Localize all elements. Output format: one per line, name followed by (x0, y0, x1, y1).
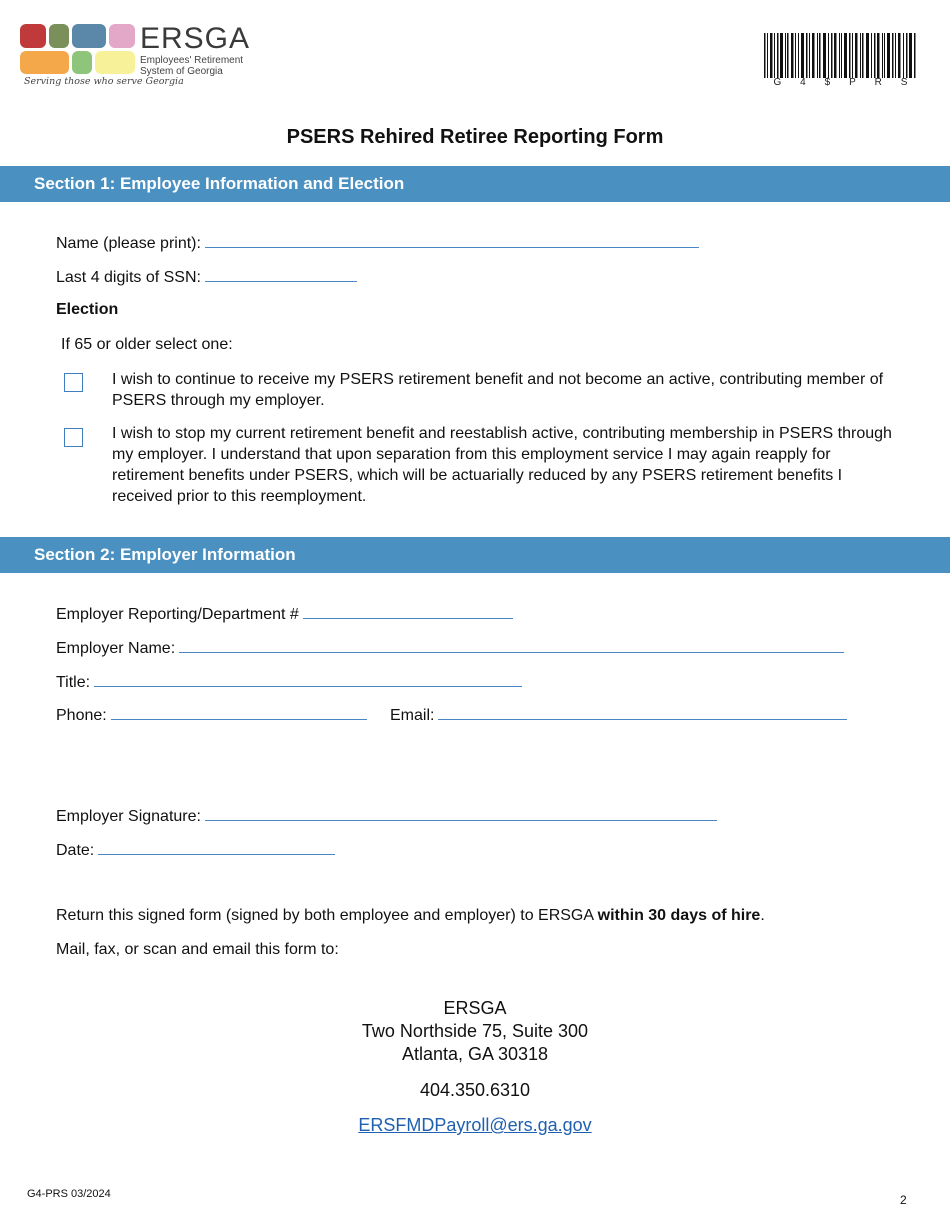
mail-instructions: Mail, fax, or scan and email this form to: (56, 941, 339, 958)
name-label: Name (please print): (56, 235, 201, 252)
signature-input-line[interactable] (205, 807, 717, 821)
employer-name-input-line[interactable] (179, 639, 844, 653)
barcode-char: R (874, 77, 882, 88)
email-link-wrapper (0, 1114, 950, 1137)
return-text: Return this signed form (signed by both employee and employer) to ERSGA (56, 907, 594, 924)
name-field (56, 234, 699, 253)
email-label: Email: (390, 707, 435, 724)
email-link[interactable]: ERSFMDPayroll@ers.ga.gov (358, 1115, 592, 1135)
ersga-logo (20, 22, 250, 92)
title-field (56, 673, 522, 692)
logo-subtitle: Employees' Retirement System of Georgia (140, 55, 244, 77)
logo-tagline: Serving those who serve Georgia (24, 76, 184, 87)
phone-label: Phone: (56, 707, 107, 724)
logo-square (95, 51, 135, 74)
option-1-text: I wish to continue to receive my PSERS retirement benefit and not become an active, contributing member of PSERS through my employer. (112, 371, 884, 409)
employer-name-field (56, 639, 844, 658)
section-1-heading: Section 1: Employee Information and Election (0, 166, 950, 202)
dept-label: Employer Reporting/Department # (56, 606, 299, 623)
name-input-line[interactable] (205, 234, 699, 248)
section-2-heading: Section 2: Employer Information (0, 537, 950, 573)
ssn-label: Last 4 digits of SSN: (56, 269, 201, 286)
address-city: Atlanta, GA 30318 (401, 1044, 549, 1064)
logo-square (72, 51, 92, 74)
barcode-text (764, 77, 917, 88)
ssn-input-line[interactable] (205, 268, 357, 282)
form-title: PSERS Rehired Retiree Reporting Form (286, 126, 664, 148)
dept-field (56, 605, 513, 624)
barcode-char: 4 (800, 77, 806, 88)
barcode-char: $ (824, 77, 831, 88)
logo-square (109, 24, 135, 48)
return-deadline: within 30 days of hire (597, 907, 761, 924)
address-street: Two Northside 75, Suite 300 (361, 1021, 589, 1041)
form-id: G4-PRS 03/2024 (27, 1188, 111, 1200)
election-prompt: If 65 or older select one: (61, 336, 233, 353)
title-input-line[interactable] (94, 673, 522, 687)
signature-field (56, 807, 717, 826)
barcode-char: P (849, 77, 856, 88)
address-org: ERSGA (443, 998, 507, 1018)
date-field (56, 841, 335, 860)
return-instructions (56, 907, 765, 925)
date-input-line[interactable] (98, 841, 335, 855)
email-input-line[interactable] (438, 706, 847, 720)
email-field (390, 706, 847, 725)
dept-input-line[interactable] (303, 605, 513, 619)
barcode-char: S (900, 77, 908, 88)
election-heading: Election (56, 301, 119, 318)
date-label: Date: (56, 842, 95, 859)
logo-square (72, 24, 106, 48)
ssn-field (56, 268, 357, 287)
return-end: . (760, 907, 765, 924)
barcode (764, 33, 917, 78)
address-phone: 404.350.6310 (419, 1080, 531, 1100)
signature-label: Employer Signature: (56, 808, 201, 825)
title-label: Title: (56, 674, 91, 691)
page-number: 2 (900, 1193, 907, 1207)
logo-square (20, 24, 46, 48)
employer-name-label: Employer Name: (56, 640, 176, 657)
logo-square (49, 24, 69, 48)
address-block (0, 997, 950, 1066)
option-2-checkbox[interactable] (64, 428, 83, 447)
option-1-checkbox[interactable] (64, 373, 83, 392)
barcode-char: G (773, 77, 782, 88)
logo-name: ERSGA (140, 22, 251, 55)
phone-field (56, 706, 367, 725)
phone-input-line[interactable] (111, 706, 367, 720)
option-2-text: I wish to stop my current retirement benefit and reestablish active, contributing membership in PSERS through my employer. I understand that upon separation from this employment service I may again reapply for retirement benefits under PSERS, which will be actuarially reduced by any PSERS retirement benefits I received prior to this reemployment. (112, 425, 892, 505)
logo-square (20, 51, 69, 74)
